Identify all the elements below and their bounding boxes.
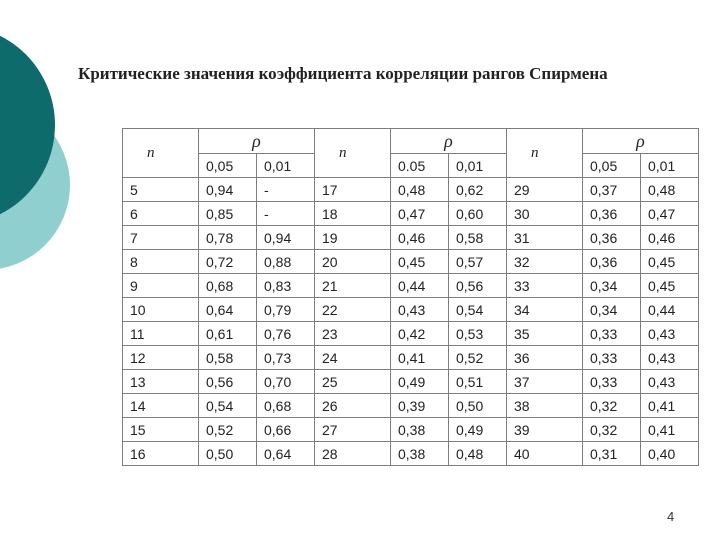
sample-size-cell: 39	[507, 418, 583, 442]
critical-value-cell: 0,78	[199, 226, 257, 250]
critical-value-cell: 0,64	[199, 298, 257, 322]
critical-value-cell: 0,88	[257, 250, 315, 274]
critical-value-cell: 0,36	[583, 226, 641, 250]
significance-level-header: 0.05	[391, 154, 449, 178]
sample-size-cell: 5	[123, 178, 199, 202]
critical-value-cell: 0,32	[583, 418, 641, 442]
critical-value-cell: 0,43	[641, 346, 699, 370]
critical-value-cell: 0,31	[583, 442, 641, 466]
table-row	[123, 298, 699, 322]
critical-value-cell: 0,41	[641, 418, 699, 442]
critical-value-cell: 0,36	[583, 250, 641, 274]
header-row-2	[123, 154, 699, 178]
critical-value-cell: 0,72	[199, 250, 257, 274]
table-row	[123, 250, 699, 274]
critical-value-cell: 0,54	[449, 298, 507, 322]
critical-value-cell: 0,94	[257, 226, 315, 250]
critical-value-cell: -	[257, 178, 315, 202]
slide-title: Критические значения коэффициента корреляции рангов Спирмена	[78, 64, 608, 83]
significance-level-header: 0,01	[257, 154, 315, 178]
critical-value-cell: 0,61	[199, 322, 257, 346]
critical-value-cell: 0,53	[449, 322, 507, 346]
sample-size-cell: 20	[315, 250, 391, 274]
sample-size-cell: 17	[315, 178, 391, 202]
critical-value-cell: 0,54	[199, 394, 257, 418]
sample-size-cell: 13	[123, 370, 199, 394]
rho-header: ρ	[583, 129, 699, 154]
sample-size-cell: 18	[315, 202, 391, 226]
critical-value-cell: 0,33	[583, 370, 641, 394]
critical-value-cell: 0,83	[257, 274, 315, 298]
critical-value-cell: 0,34	[583, 298, 641, 322]
header-row-1	[123, 129, 699, 154]
critical-value-cell: 0,48	[391, 178, 449, 202]
critical-value-cell: 0,47	[391, 202, 449, 226]
rho-header: ρ	[391, 129, 507, 154]
critical-value-cell: 0,37	[583, 178, 641, 202]
sample-size-cell: 31	[507, 226, 583, 250]
table-row	[123, 178, 699, 202]
sample-size-cell: 10	[123, 298, 199, 322]
critical-value-cell: 0,50	[199, 442, 257, 466]
critical-value-cell: 0,73	[257, 346, 315, 370]
n-header: n	[507, 129, 583, 178]
critical-value-cell: -	[257, 202, 315, 226]
sample-size-cell: 19	[315, 226, 391, 250]
table-row	[123, 274, 699, 298]
table-row	[123, 346, 699, 370]
sample-size-cell: 24	[315, 346, 391, 370]
critical-value-cell: 0,43	[641, 322, 699, 346]
sample-size-cell: 32	[507, 250, 583, 274]
critical-value-cell: 0,66	[257, 418, 315, 442]
critical-value-cell: 0,47	[641, 202, 699, 226]
critical-value-cell: 0,43	[391, 298, 449, 322]
critical-values-table	[122, 128, 699, 466]
critical-value-cell: 0,52	[449, 346, 507, 370]
sample-size-cell: 37	[507, 370, 583, 394]
critical-value-cell: 0,51	[449, 370, 507, 394]
critical-value-cell: 0,39	[391, 394, 449, 418]
critical-value-cell: 0,58	[199, 346, 257, 370]
sample-size-cell: 40	[507, 442, 583, 466]
n-header: n	[123, 129, 199, 178]
table-row	[123, 418, 699, 442]
critical-value-cell: 0,46	[391, 226, 449, 250]
critical-value-cell: 0,56	[449, 274, 507, 298]
sample-size-cell: 29	[507, 178, 583, 202]
critical-value-cell: 0,41	[641, 394, 699, 418]
critical-value-cell: 0,62	[449, 178, 507, 202]
sample-size-cell: 8	[123, 250, 199, 274]
critical-value-cell: 0,57	[449, 250, 507, 274]
sample-size-cell: 34	[507, 298, 583, 322]
critical-value-cell: 0,49	[449, 418, 507, 442]
n-header: n	[315, 129, 391, 178]
table-row	[123, 394, 699, 418]
critical-value-cell: 0,44	[391, 274, 449, 298]
table-row	[123, 202, 699, 226]
critical-value-cell: 0,40	[641, 442, 699, 466]
sample-size-cell: 7	[123, 226, 199, 250]
sample-size-cell: 33	[507, 274, 583, 298]
critical-value-cell: 0,94	[199, 178, 257, 202]
sample-size-cell: 25	[315, 370, 391, 394]
critical-value-cell: 0,76	[257, 322, 315, 346]
critical-value-cell: 0,36	[583, 202, 641, 226]
critical-value-cell: 0,79	[257, 298, 315, 322]
critical-value-cell: 0,45	[641, 274, 699, 298]
critical-value-cell: 0,45	[391, 250, 449, 274]
sample-size-cell: 9	[123, 274, 199, 298]
critical-value-cell: 0,60	[449, 202, 507, 226]
sample-size-cell: 27	[315, 418, 391, 442]
critical-value-cell: 0,42	[391, 322, 449, 346]
critical-value-cell: 0,38	[391, 442, 449, 466]
critical-value-cell: 0,48	[449, 442, 507, 466]
table-row	[123, 226, 699, 250]
sample-size-cell: 15	[123, 418, 199, 442]
sample-size-cell: 36	[507, 346, 583, 370]
sample-size-cell: 16	[123, 442, 199, 466]
critical-value-cell: 0,64	[257, 442, 315, 466]
critical-value-cell: 0,33	[583, 322, 641, 346]
significance-level-header: 0,05	[583, 154, 641, 178]
critical-value-cell: 0,49	[391, 370, 449, 394]
critical-value-cell: 0,34	[583, 274, 641, 298]
sample-size-cell: 6	[123, 202, 199, 226]
sample-size-cell: 22	[315, 298, 391, 322]
critical-value-cell: 0,85	[199, 202, 257, 226]
critical-value-cell: 0,70	[257, 370, 315, 394]
critical-value-cell: 0,44	[641, 298, 699, 322]
significance-level-header: 0,01	[449, 154, 507, 178]
table-row	[123, 370, 699, 394]
sample-size-cell: 14	[123, 394, 199, 418]
sample-size-cell: 26	[315, 394, 391, 418]
critical-value-cell: 0,56	[199, 370, 257, 394]
slide-decoration	[0, 0, 90, 300]
sample-size-cell: 35	[507, 322, 583, 346]
table-row	[123, 442, 699, 466]
critical-value-cell: 0,33	[583, 346, 641, 370]
table-row	[123, 322, 699, 346]
sample-size-cell: 12	[123, 346, 199, 370]
critical-value-cell: 0,52	[199, 418, 257, 442]
page-number: 4	[667, 509, 675, 524]
critical-value-cell: 0,46	[641, 226, 699, 250]
critical-value-cell: 0,43	[641, 370, 699, 394]
critical-value-cell: 0,38	[391, 418, 449, 442]
critical-value-cell: 0,68	[257, 394, 315, 418]
critical-value-cell: 0,41	[391, 346, 449, 370]
sample-size-cell: 28	[315, 442, 391, 466]
critical-value-cell: 0,45	[641, 250, 699, 274]
sample-size-cell: 38	[507, 394, 583, 418]
significance-level-header: 0,05	[199, 154, 257, 178]
rho-header: ρ	[199, 129, 315, 154]
significance-level-header: 0,01	[641, 154, 699, 178]
critical-value-cell: 0,32	[583, 394, 641, 418]
critical-value-cell: 0,58	[449, 226, 507, 250]
sample-size-cell: 11	[123, 322, 199, 346]
sample-size-cell: 30	[507, 202, 583, 226]
critical-value-cell: 0,48	[641, 178, 699, 202]
sample-size-cell: 23	[315, 322, 391, 346]
critical-value-cell: 0,50	[449, 394, 507, 418]
critical-value-cell: 0,68	[199, 274, 257, 298]
sample-size-cell: 21	[315, 274, 391, 298]
